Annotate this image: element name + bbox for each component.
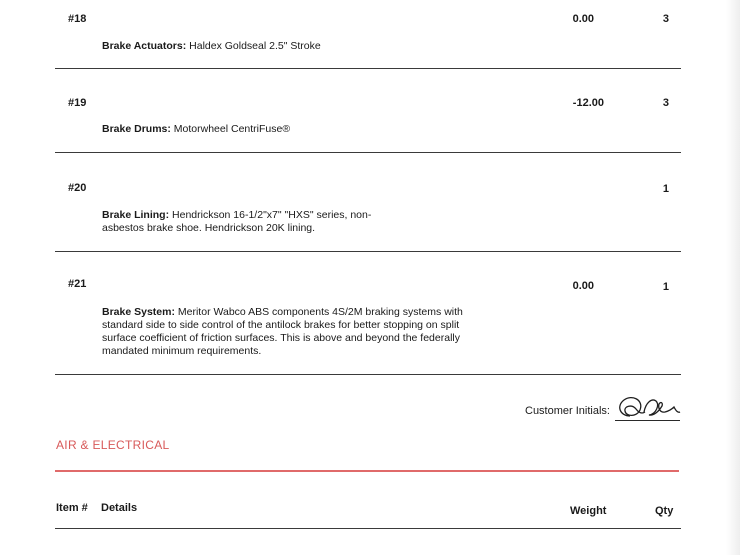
item-number: #20 bbox=[68, 182, 87, 194]
item-weight: 0.00 bbox=[572, 13, 594, 25]
item-number: #18 bbox=[68, 13, 87, 25]
item-weight: -12.00 bbox=[572, 97, 604, 109]
initials-line bbox=[615, 420, 680, 421]
header-divider bbox=[55, 528, 681, 529]
column-header-item: Item # bbox=[56, 502, 88, 514]
item-divider bbox=[55, 152, 681, 153]
item-label: Brake Lining: bbox=[102, 209, 170, 221]
item-label: Brake Actuators: bbox=[102, 40, 187, 52]
scan-edge bbox=[726, 0, 740, 555]
section-title: AIR & ELECTRICAL bbox=[56, 438, 170, 452]
item-text: Meritor Wabco ABS components 4S/2M braking systems with standard side to side control of the antilock brakes for better stopping on split surface coefficient of friction surfaces. This is above and beyond the federally mandated minimum requirements. bbox=[102, 306, 463, 357]
item-divider bbox=[55, 374, 681, 375]
item-qty: 3 bbox=[662, 13, 669, 25]
item-text: Hendrickson 16-1/2"x7" "HXS" series, non-asbestos brake shoe. Hendrickson 20K lining. bbox=[102, 209, 372, 234]
column-header-details: Details bbox=[101, 502, 138, 514]
item-text: Motorwheel CentriFuse® bbox=[173, 123, 291, 135]
item-qty: 3 bbox=[662, 97, 669, 109]
item-description bbox=[102, 40, 502, 53]
item-label: Brake Drums: bbox=[102, 123, 171, 135]
item-qty: 1 bbox=[662, 183, 669, 195]
item-description bbox=[102, 123, 502, 136]
column-header-qty: Qty bbox=[655, 505, 674, 517]
item-description bbox=[102, 209, 382, 235]
item-text: Haldex Goldseal 2.5" Stroke bbox=[189, 40, 321, 52]
item-number: #21 bbox=[68, 278, 87, 290]
item-qty: 1 bbox=[662, 281, 669, 293]
section-divider bbox=[55, 470, 679, 472]
item-description bbox=[102, 306, 492, 358]
item-number: #19 bbox=[68, 97, 87, 109]
item-divider bbox=[55, 251, 681, 252]
item-label: Brake System: bbox=[102, 306, 175, 318]
customer-initials-label: Customer Initials: bbox=[525, 405, 610, 417]
item-weight: 0.00 bbox=[572, 280, 594, 292]
item-divider bbox=[55, 68, 681, 69]
column-header-weight: Weight bbox=[570, 505, 607, 517]
